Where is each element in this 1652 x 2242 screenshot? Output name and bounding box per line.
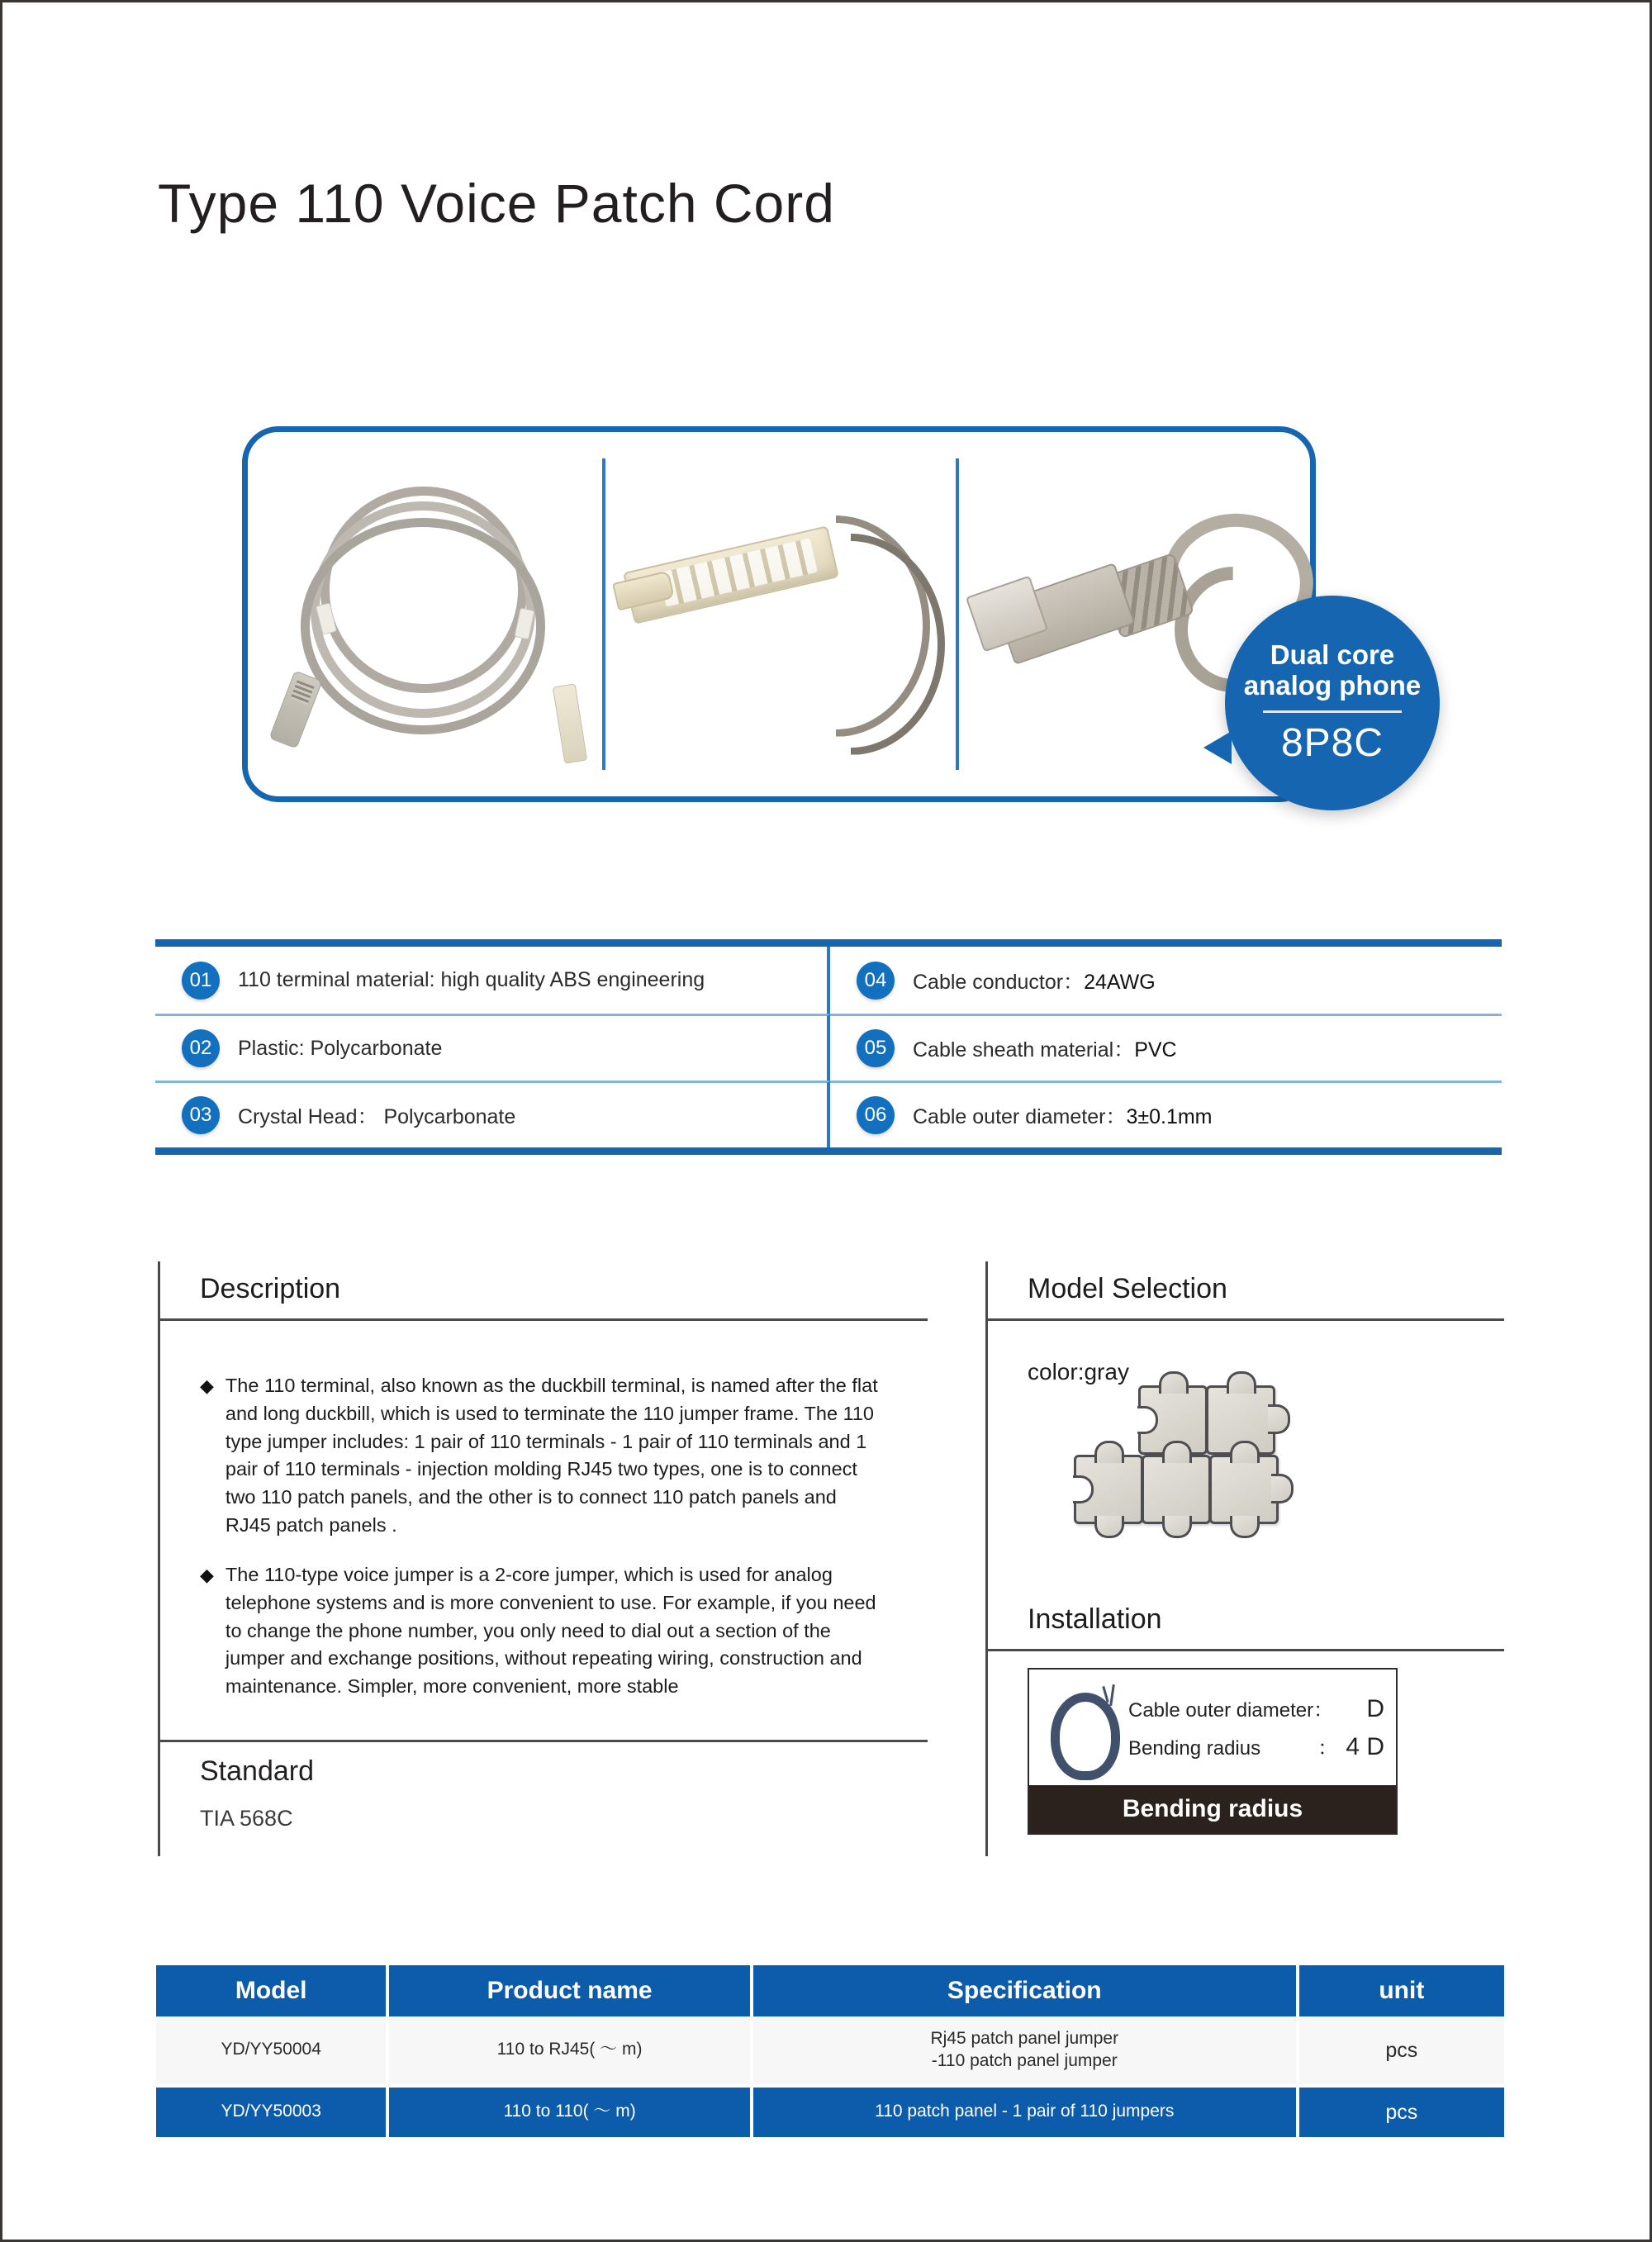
color-label: color:gray [1028, 1359, 1129, 1385]
spec-number-badge: 02 [182, 1029, 220, 1067]
standard-heading: Standard [200, 1755, 314, 1787]
description-bullet [200, 1372, 895, 1540]
spec-label: 110 terminal material: high quality ABS engineering [238, 968, 705, 991]
standard-value: TIA 568C [200, 1806, 293, 1831]
spec-row [155, 1081, 1502, 1147]
cell-model: YD/YY50003 [156, 2086, 387, 2137]
cell-product-name: 110 to 110( ～ m) [387, 2086, 752, 2137]
bullet-diamond-icon: ◆ [200, 1564, 214, 1585]
puzzle-piece-icon [1074, 1455, 1143, 1524]
product-photo-coiled-cable [248, 432, 602, 796]
table-row [156, 2016, 1504, 2086]
spec-line-1: Rj45 patch panel jumper [930, 2029, 1119, 2048]
model-selection-panel [985, 1261, 1504, 1856]
hero-image-panel [242, 426, 1316, 802]
spec-label: Cable outer diameter： [913, 1105, 1127, 1128]
page-title: Type 110 Voice Patch Cord [158, 173, 835, 234]
spec-item-06 [830, 1081, 1502, 1147]
cell-specification [752, 2016, 1298, 2086]
specification-grid [155, 939, 1502, 1155]
cable-outer-diameter-value: D [1366, 1695, 1384, 1722]
bending-radius-value: 4 D [1346, 1733, 1384, 1760]
spec-number-badge: 04 [857, 962, 895, 1000]
description-bullet-text: The 110-type voice jumper is a 2-core jumper, which is used for analog telephone systems and is more convenient to use. For example, if you need to change the phone number, you only need to dial out a section of the jumper and exchange positions, without repeating wiring, construction and maintenance. Simpler, more convenient, more stable [225, 1563, 876, 1698]
spec-label: Crystal Head： Polycarbonate [238, 1105, 516, 1128]
spec-value: 24AWG [1084, 970, 1156, 994]
feature-badge [1225, 596, 1440, 810]
bending-radius-label: Bending radius [1128, 1737, 1261, 1760]
column-header-specification: Specification [752, 1965, 1298, 2016]
bullet-diamond-icon: ◆ [200, 1375, 214, 1396]
table-row [156, 2086, 1504, 2137]
installation-heading: Installation [1028, 1603, 1162, 1635]
cell-specification: 110 patch panel - 1 pair of 110 jumpers [752, 2086, 1298, 2137]
spec-line-2: -110 patch panel jumper [931, 2050, 1118, 2070]
puzzle-piece-icon [1209, 1455, 1279, 1524]
cable-outer-diameter-row [1128, 1693, 1384, 1723]
spec-item-01 [155, 947, 830, 1014]
spec-label: Cable sheath material： [913, 1038, 1135, 1062]
bending-radius-row [1128, 1731, 1384, 1761]
spec-item-04 [830, 947, 1502, 1014]
spec-value: 3±0.1mm [1126, 1105, 1213, 1128]
cell-unit: pcs [1298, 2086, 1504, 2137]
spec-item-03 [155, 1081, 830, 1147]
bending-radius-separator: ： [1317, 1737, 1338, 1760]
badge-line-1: Dual core [1270, 639, 1395, 671]
110-terminal-icon [553, 683, 587, 763]
column-header-product-name: Product name [387, 1965, 752, 2016]
spec-number-badge: 01 [182, 962, 220, 1000]
product-table [156, 1965, 1504, 2137]
spec-row [155, 947, 1502, 1014]
spec-number-badge: 05 [857, 1029, 895, 1067]
description-bullet-text: The 110 terminal, also known as the duckbill terminal, is named after the flat and long duckbill, which is used to terminate the 110 jumper frame. The 110 type jumper includes: 1 pair of 110 terminals - 1 pair of 110 terminals and 1 pair of 110 terminals - injection molding RJ45 two types, one is to connect two 110 patch panels, and the other is to connect 110 patch panels and RJ45 patch panels . [225, 1375, 878, 1537]
spec-item-05 [830, 1014, 1502, 1081]
table-header-row [156, 1965, 1504, 2016]
description-heading: Description [200, 1273, 341, 1304]
badge-pointer-icon [1203, 731, 1232, 764]
badge-line-2: analog phone [1243, 670, 1422, 701]
spec-value: PVC [1134, 1038, 1177, 1062]
installation-rule [988, 1649, 1504, 1651]
bending-radius-card [1028, 1668, 1398, 1835]
standard-section [160, 1740, 928, 1856]
badge-line-3: 8P8C [1280, 720, 1384, 765]
spec-number-badge: 03 [182, 1096, 220, 1134]
spec-item-02 [155, 1014, 830, 1081]
column-header-model: Model [156, 1965, 387, 2016]
spec-row [155, 1014, 1502, 1081]
spec-number-badge: 06 [857, 1096, 895, 1134]
rj45-plug-icon [269, 670, 323, 748]
puzzle-piece-icon [1142, 1455, 1211, 1524]
cell-model: YD/YY50004 [156, 2016, 387, 2086]
spec-label: Plastic: Polycarbonate [238, 1036, 443, 1060]
bending-radius-caption: Bending radius [1029, 1785, 1396, 1833]
badge-divider [1263, 710, 1402, 713]
installation-section [988, 1592, 1504, 1651]
cable-outer-diameter-label: Cable outer diameter： [1128, 1699, 1334, 1722]
column-header-unit: unit [1298, 1965, 1504, 2016]
puzzle-pieces-graphic [1074, 1385, 1322, 1534]
cell-unit: pcs [1298, 2016, 1504, 2086]
cable-loop-icon [1041, 1684, 1120, 1770]
cell-product-name: 110 to RJ45( ～ m) [387, 2016, 752, 2086]
spec-label: Cable conductor： [913, 970, 1085, 994]
model-selection-heading: Model Selection [1028, 1273, 1227, 1304]
description-bullet [200, 1561, 895, 1701]
description-panel [158, 1261, 928, 1856]
product-photo-110-terminal [602, 432, 957, 796]
